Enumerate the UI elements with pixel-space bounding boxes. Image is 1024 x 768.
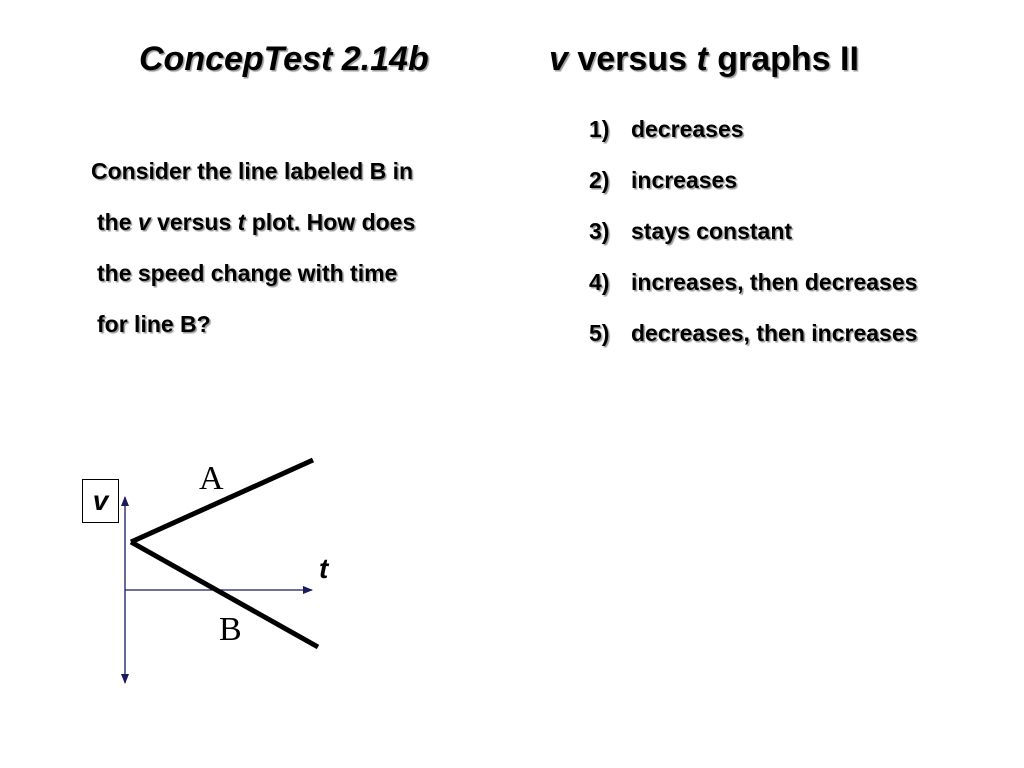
question-t-symbol: t: [237, 209, 246, 235]
question-line-3: the speed change with time: [97, 260, 398, 286]
question-line-1: Consider the line labeled B in: [91, 158, 414, 184]
title-versus: versus: [567, 40, 697, 78]
option-number: 3): [589, 218, 610, 244]
option-text: decreases, then increases: [631, 320, 918, 346]
slide-title-test-id: ConcepTest 2.14b: [139, 40, 429, 78]
title-v-symbol: v: [549, 40, 568, 78]
option-text: stays constant: [631, 218, 793, 244]
option-text: increases, then decreases: [631, 269, 918, 295]
title-graphs: graphs II: [707, 40, 859, 78]
question-v-symbol: v: [137, 209, 151, 235]
question-line-2-part-a: the: [97, 209, 138, 235]
title-t-symbol: t: [696, 40, 708, 78]
v-axis-label: v: [82, 479, 119, 523]
option-number: 1): [589, 116, 610, 142]
question-line-4: for line B?: [97, 311, 211, 337]
option-number: 4): [589, 269, 610, 295]
question-line-2-part-b: versus: [150, 209, 238, 235]
option-number: 5): [589, 320, 610, 346]
line-B-label: B: [219, 611, 242, 648]
option-text: decreases: [631, 116, 744, 142]
t-axis-label: t: [319, 553, 329, 584]
option-number: 2): [589, 167, 610, 193]
question-line-2-part-c: plot. How does: [245, 209, 416, 235]
line-A-label: A: [199, 460, 224, 497]
option-text: increases: [631, 167, 738, 193]
